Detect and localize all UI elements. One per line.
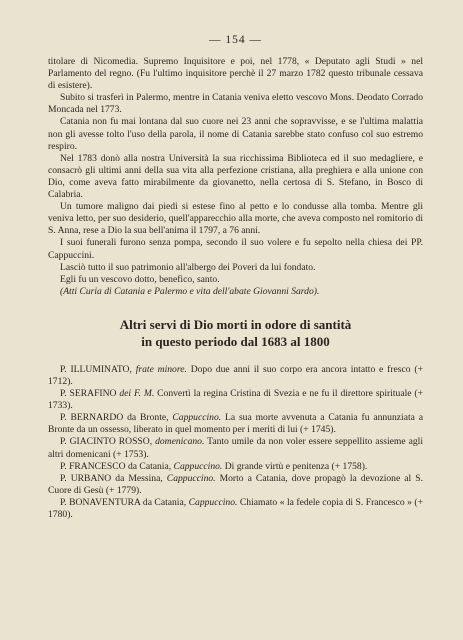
entry-name: P. FRANCESCO da Catania, (60, 460, 172, 472)
entry-role: domenicano. (155, 436, 205, 448)
paragraph: Egli fu un vescovo dotto, benefico, santo. (60, 273, 220, 285)
entry-text: Morto a Catania, dove propagò la devozione al S. Cuore di Gesù (+ 1779). (48, 472, 423, 496)
section-title (48, 316, 423, 350)
entry-name: P. SERAFINO (60, 388, 117, 400)
paragraph: I suoi funerali furono senza pompa, secondo il suo volere e fu sepolto nella chiesa dei PP. Cappuccini. (48, 237, 423, 261)
entry-role: Cappuccino. (188, 496, 238, 508)
page-number: — 154 — (209, 34, 262, 46)
paragraph: Catania non fu mai lontana dal suo cuore nei 23 anni che sopravvisse, e se l'ultima malattia non gli avesse tolto l'uso della parola, il nome di Catania sarebbe stato confuso col suo estremo respiro. (48, 116, 423, 152)
paragraph: titolare di Nicomedia. Supremo Inquisitore e poi, nel 1778, « Deputato agli Studi » nel Parlamento del regno. (Fu l'ultimo inquisitore perchè il 27 marzo 1782 questo tribunale cessava di esistere). (48, 56, 423, 92)
entry-name: P. GIACINTO ROSSO, (60, 436, 153, 448)
citation-text: (Atti Curia di Catania e Palermo e vita dell'abate Giovanni Sardo). (60, 285, 320, 297)
entry-name: P. URBANO da Messina, (60, 472, 163, 484)
list-item (48, 497, 423, 521)
entry-text: La sua morte avvenuta a Catania fu annunziata a Bronte da un ossesso, liberato in quel momento per i meriti di lui (+ 1745). (48, 412, 423, 436)
top-text-block (48, 56, 423, 298)
list-item (48, 473, 423, 497)
list-item (48, 436, 423, 460)
entries-list (48, 364, 423, 521)
paragraph: Nel 1783 donò alla nostra Università la sua ricchissima Biblioteca ed il suo medagliere, e consacrò gli ultimi anni della sua vita alla perfezione cristiana, alla preghiera e alla unione con Dio, come aveva fatto mirabilmente da giovanetto, nella certosa di S. Stefano, in Bosco di Calabria. (48, 152, 423, 201)
paragraph: Subito si trasferì in Palermo, mentre in Catania veniva eletto vescovo Mons. Deodato Corrado Moncada nel 1773. (48, 92, 423, 116)
entry-name: P. ILLUMINATO, (60, 363, 132, 375)
entry-role: Cappuccino. (172, 412, 222, 424)
entry-role: Cappuccino. (166, 472, 216, 484)
entry-text: Tanto umile da non voler essere seppellito assieme agli altri domenicani (+ 1753). (48, 436, 423, 460)
citation (48, 286, 423, 298)
paragraph: Un tumore maligno dai piedi si estese fino al petto e lo condusse alla tomba. Mentre gli veniva letto, per suo desiderio, quell'apparecchio alla morte, che aveva composto nel romitorio di S. Anna, rese a Dio la sua bell'anima il 1797, a 76 anni. (48, 201, 423, 237)
entry-text: Di grande virtù e penitenza (+ 1758). (224, 460, 368, 472)
entry-role: dei F. M. (119, 388, 155, 400)
entry-text: Convertì la regina Cristina di Svezia e ne fu il direttore spirituale (+ 1733). (48, 388, 423, 412)
list-item (48, 364, 423, 388)
paragraph: Lasciò tutto il suo patrimonio all'albergo dei Poveri da lui fondato. (60, 261, 316, 273)
entry-name: P. BERNARDO da Bronte, (60, 412, 169, 424)
entry-text: Chiamato « la fedele copia di S. Francesco » (+ 1780). (48, 496, 424, 520)
entry-text: Dopo due anni il suo corpo era ancora intatto e fresco (+ 1712). (48, 363, 423, 387)
entry-role: frate minore. (135, 363, 187, 375)
list-item (48, 412, 423, 436)
list-item (48, 388, 423, 412)
entry-name: P. BONAVENTURA da Catania, (60, 496, 187, 508)
entry-role: Cappuccino. (173, 460, 223, 472)
list-item (48, 461, 423, 473)
section-title-line: Altri servi di Dio morti in odore di santità (119, 316, 352, 332)
section-title-line: in questo periodo dal 1683 al 1800 (141, 333, 330, 349)
